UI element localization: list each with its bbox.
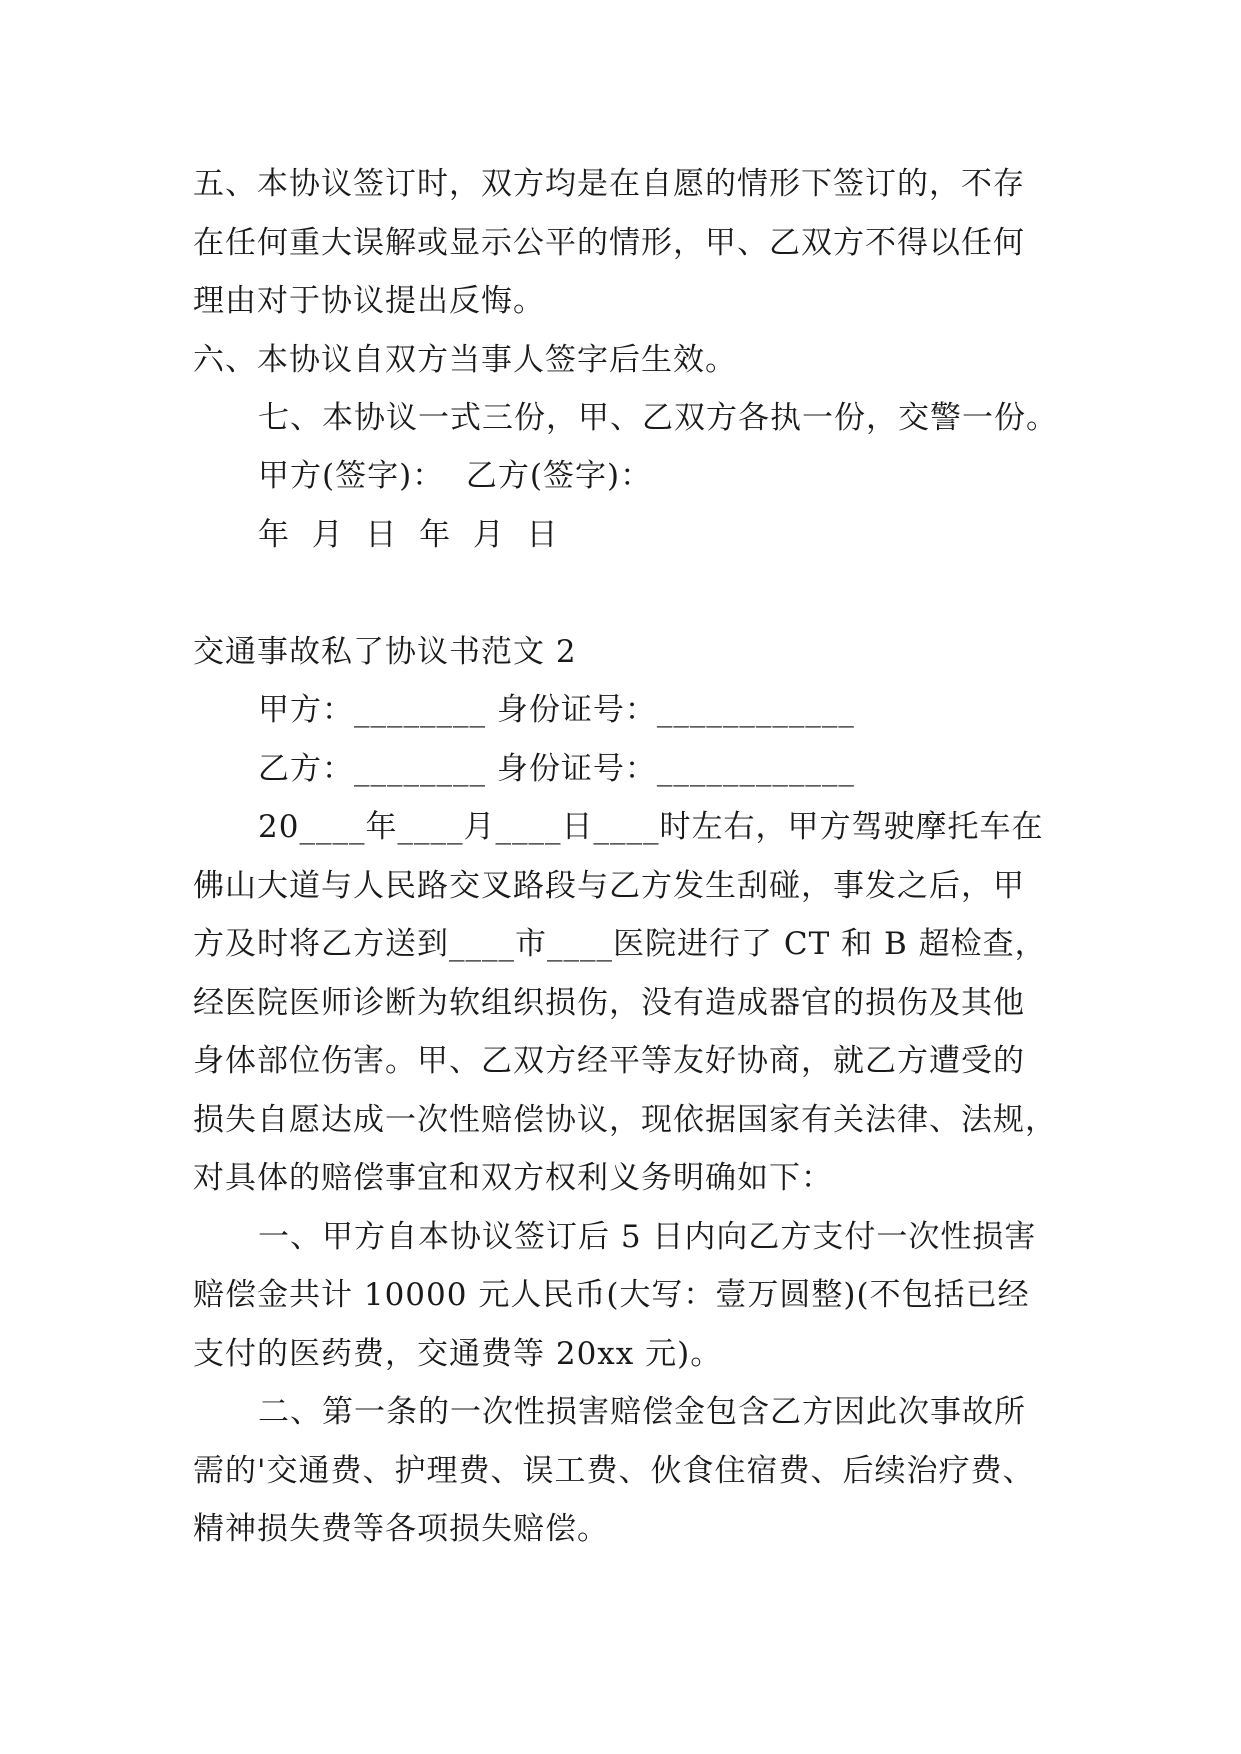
accident-line-4: 经医院医师诊断为软组织损伤，没有造成器官的损伤及其他	[193, 985, 1025, 1021]
clause-5-line-2: 在任何重大误解或显示公平的情形，甲、乙双方不得以任何	[193, 225, 1025, 261]
clause-5-line-3: 理由对于协议提出反悔。	[193, 283, 545, 319]
clause-1-line-1: 一、甲方自本协议签订后 5 日内向乙方支付一次性损害	[258, 1219, 1037, 1255]
section-heading: 交通事故私了协议书范文 2	[193, 634, 577, 670]
accident-line-1: 20____年____月____日____时左右，甲方驾驶摩托车在	[258, 809, 1044, 845]
accident-line-3: 方及时将乙方送到____市____医院进行了 CT 和 B 超检查，	[193, 926, 1047, 962]
clause-1-line-2: 赔偿金共计 10000 元人民币(大写：壹万圆整)(不包括已经	[193, 1277, 1030, 1313]
clause-7: 七、本协议一式三份，甲、乙双方各执一份，交警一份。	[258, 400, 1058, 436]
party-b-line: 乙方：________ 身份证号：____________	[258, 751, 855, 787]
clause-5-line-1: 五、本协议签订时，双方均是在自愿的情形下签订的，不存	[193, 166, 1025, 202]
clause-1-line-3: 支付的医药费，交通费等 20xx 元)。	[193, 1336, 723, 1372]
accident-line-5: 身体部位伤害。甲、乙双方经平等友好协商，就乙方遭受的	[193, 1043, 1025, 1079]
signature-line: 甲方(签字)： 乙方(签字)：	[258, 458, 653, 494]
clause-6: 六、本协议自双方当事人签字后生效。	[193, 342, 737, 378]
clause-2-line-2: 需的'交通费、护理费、误工费、伙食住宿费、后续治疗费、	[193, 1453, 1035, 1489]
party-a-line: 甲方：________ 身份证号：____________	[258, 692, 855, 728]
clause-2-line-3: 精神损失费等各项损失赔偿。	[193, 1511, 609, 1547]
accident-line-6: 损失自愿达成一次性赔偿协议，现依据国家有关法律、法规，	[193, 1102, 1057, 1138]
accident-line-2: 佛山大道与人民路交叉路段与乙方发生刮碰，事发之后，甲	[193, 868, 1025, 904]
accident-line-7: 对具体的赔偿事宜和双方权利义务明确如下：	[193, 1160, 833, 1196]
date-line: 年 月 日 年 月 日	[258, 517, 559, 553]
clause-2-line-1: 二、第一条的一次性损害赔偿金包含乙方因此次事故所	[258, 1394, 1026, 1430]
